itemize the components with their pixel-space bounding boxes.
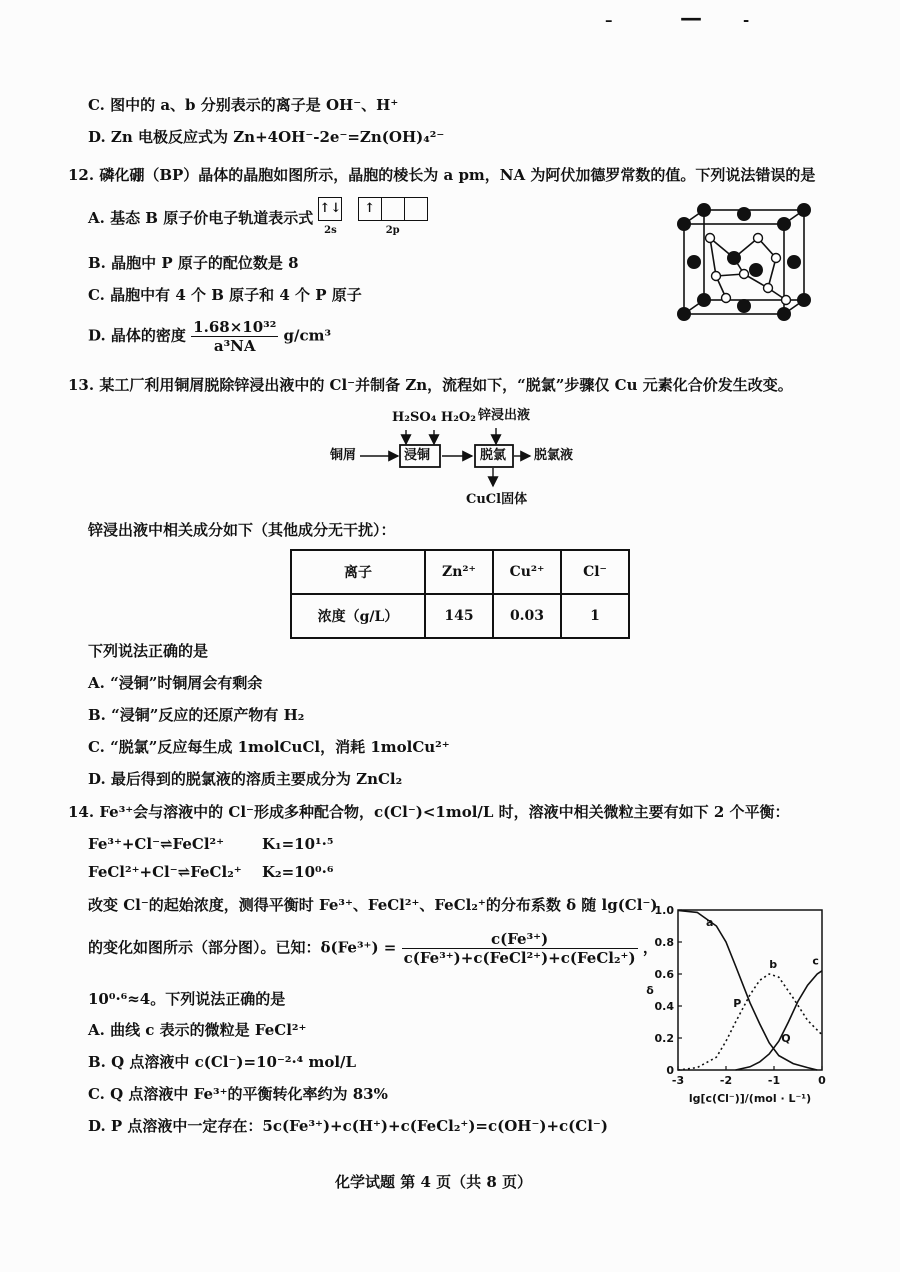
q14-text-2-prefix: 的变化如图所示（部分图）。已知：δ(Fe³⁺) =: [88, 938, 397, 957]
q14-text-2-suffix: ，: [642, 938, 658, 957]
point-label-P: P: [733, 996, 742, 1010]
density-fraction: [191, 318, 278, 355]
q14-text-1: 改变 Cl⁻的起始浓度，测得平衡时 Fe³⁺、FeCl²⁺、FeCl₂⁺的分布系数 δ 随 lg(Cl⁻): [88, 896, 658, 914]
q14-option-b: B. Q 点溶液中 c(Cl⁻)=10⁻²·⁴ mol/L: [88, 1053, 357, 1071]
table-header-cell: 离子: [291, 550, 425, 594]
x-tick-label: -3: [671, 1074, 685, 1087]
header-mark-3: -: [743, 11, 750, 29]
flow-reagent-2: 锌浸出液: [478, 408, 531, 423]
flow-input-copper: 铜屑: [330, 448, 357, 463]
flow-box-dechlorinate: 脱氯: [480, 448, 507, 463]
x-tick-label: -1: [767, 1074, 781, 1087]
q12-option-d: [88, 318, 331, 355]
y-tick-label: 0: [666, 1064, 674, 1077]
table-cell: 145: [425, 594, 493, 638]
series-line-b: [678, 974, 822, 1070]
q12-option-c: C. 晶胞中有 4 个 B 原子和 4 个 P 原子: [88, 286, 362, 304]
series-label-c: c: [812, 954, 819, 968]
q14-k1: K₁=10¹·⁵: [262, 835, 334, 853]
flow-reagents-1: H₂SO₄ H₂O₂: [392, 410, 476, 425]
q12-option-a-text: A. 基态 B 原子价电子轨道表示式: [88, 209, 314, 227]
orbital-2s-label: 2s: [324, 225, 337, 236]
x-axis-label: lg[c(Cl⁻)]/(mol · L⁻¹): [688, 1092, 812, 1105]
orbital-2s: [318, 197, 342, 241]
q12-option-b: B. 晶胞中 P 原子的配位数是 8: [88, 254, 299, 272]
header-mark-1: –: [605, 11, 613, 29]
flow-output-solid: CuCl固体: [466, 492, 528, 507]
q14-k2: K₂=10⁰·⁶: [262, 863, 334, 881]
x-tick-label: 0: [818, 1074, 826, 1087]
delta-numerator: c(Fe³⁺): [402, 930, 638, 949]
q12-option-a: [88, 197, 428, 241]
flow-output-liquid: 脱氯液: [534, 448, 574, 463]
q14-equilibrium-2: FeCl²⁺+Cl⁻⇌FeCl₂⁺: [88, 863, 242, 881]
orbital-2p-label: 2p: [385, 225, 400, 236]
orbital-2p: [358, 197, 428, 241]
table-header-cell: Zn²⁺: [425, 550, 493, 594]
series-label-b: b: [769, 958, 778, 971]
density-denominator: a³NA: [213, 337, 256, 355]
y-axis-label: δ: [646, 984, 654, 997]
q14-text-2: [88, 930, 658, 967]
table-header-cell: Cu²⁺: [493, 550, 561, 594]
q13-table-intro: 锌浸出液中相关成分如下（其他成分无干扰）：: [88, 521, 396, 539]
orbital-2s-box: ↑↓: [319, 201, 342, 216]
q13-question: 下列说法正确的是: [88, 642, 209, 660]
q11-option-d: D. Zn 电极反应式为 Zn+4OH⁻-2e⁻=Zn(OH)₄²⁻: [88, 128, 445, 146]
table-cell: 0.03: [493, 594, 561, 638]
orbital-2p-box-1: ↑: [359, 198, 382, 220]
table-cell: 1: [561, 594, 629, 638]
delta-denominator: c(Fe³⁺)+c(FeCl²⁺)+c(FeCl₂⁺): [403, 949, 636, 967]
q13-stem: 13. 某工厂利用铜屑脱除锌浸出液中的 Cl⁻并制备 Zn，流程如下，“脱氯”步骤仅 Cu 元素化合价发生改变。: [68, 376, 793, 394]
bp-unit-cell-figure: [670, 200, 820, 325]
density-numerator: 1.68×10³²: [193, 318, 277, 336]
orbital-2p-box-2: [382, 198, 405, 220]
q13-option-b: B. “浸铜”反应的还原产物有 H₂: [88, 706, 305, 724]
series-line-a: [678, 911, 817, 1071]
series-label-a: a: [706, 916, 714, 929]
ion-concentration-table: [290, 549, 630, 639]
process-flow-diagram: [330, 402, 590, 512]
q12-stem: 12. 磷化硼（BP）晶体的晶胞如图所示，晶胞的棱长为 a pm，NA 为阿伏加德罗常数的值。下列说法错误的是: [68, 166, 816, 184]
flow-box-leach: 浸铜: [404, 448, 431, 463]
y-tick-label: 0.4: [654, 1000, 674, 1013]
table-row: [291, 594, 629, 638]
q13-option-c: C. “脱氯”反应每生成 1molCuCl，消耗 1molCu²⁺: [88, 738, 450, 756]
q12-option-d-prefix: D. 晶体的密度: [88, 326, 186, 345]
table-cell: 浓度（g/L）: [291, 594, 425, 638]
y-tick-label: 0.6: [654, 968, 674, 981]
q14-stem: 14. Fe³⁺会与溶液中的 Cl⁻形成多种配合物，c(Cl⁻)<1mol/L 时，溶液中相关微粒主要有如下 2 个平衡：: [68, 803, 790, 821]
table-header-cell: Cl⁻: [561, 550, 629, 594]
plot-frame: [678, 910, 822, 1070]
y-tick-label: 0.2: [654, 1032, 674, 1045]
q14-option-d: D. P 点溶液中一定存在：5c(Fe³⁺)+c(H⁺)+c(FeCl₂⁺)=c(OH⁻)+c(Cl⁻): [88, 1117, 608, 1135]
q13-option-d: D. 最后得到的脱氯液的溶质主要成分为 ZnCl₂: [88, 770, 403, 788]
point-label-Q: Q: [781, 1032, 791, 1045]
header-mark-2: —: [680, 5, 702, 31]
delta-fraction: [402, 930, 638, 967]
density-unit: g/cm³: [283, 326, 332, 345]
y-tick-label: 1.0: [654, 904, 674, 917]
x-tick-label: -2: [719, 1074, 733, 1087]
q14-option-c: C. Q 点溶液中 Fe³⁺的平衡转化率约为 83%: [88, 1085, 388, 1103]
table-header-row: [291, 550, 629, 594]
q14-option-a: A. 曲线 c 表示的微粒是 FeCl²⁺: [88, 1021, 307, 1039]
page-footer: 化学试题 第 4 页（共 8 页）: [335, 1173, 532, 1191]
distribution-coefficient-chart: [640, 898, 840, 1113]
q14-equilibrium-1: Fe³⁺+Cl⁻⇌FeCl²⁺: [88, 835, 225, 853]
orbital-2p-box-3: [405, 198, 427, 220]
q13-option-a: A. “浸铜”时铜屑会有剩余: [88, 674, 263, 692]
y-tick-label: 0.8: [654, 936, 674, 949]
q11-option-c: C. 图中的 a、b 分别表示的离子是 OH⁻、H⁺: [88, 96, 399, 114]
q14-text-3: 10⁰·⁶≈4。下列说法正确的是: [88, 990, 286, 1008]
